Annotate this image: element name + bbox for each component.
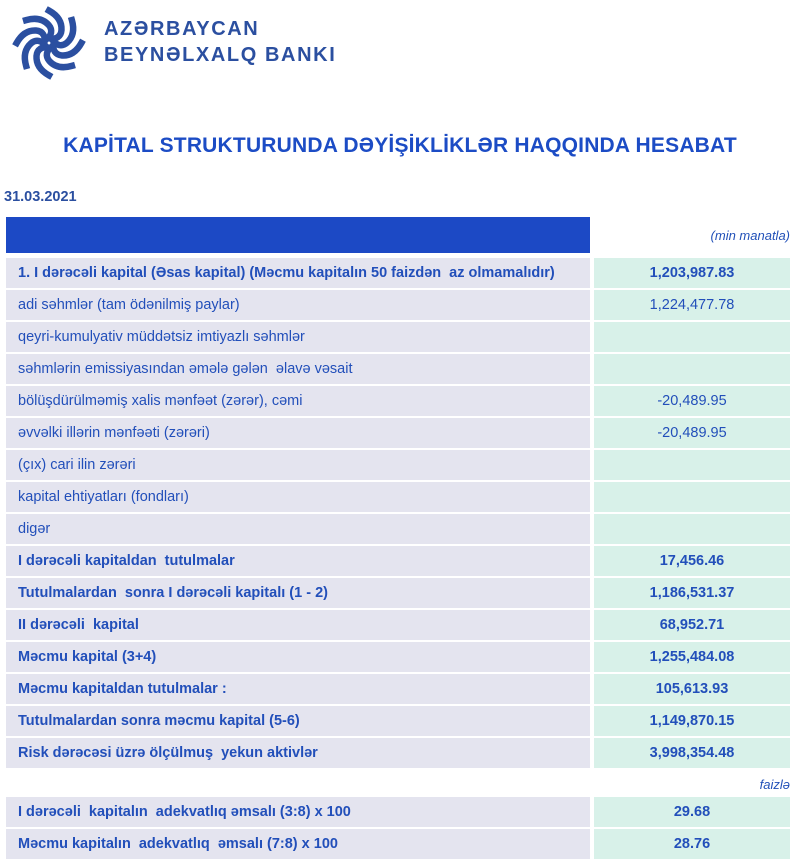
page-title: KAPİTAL STRUKTURUNDA DƏYİŞİKLİKLƏR HAQQINDA HESABAT: [63, 134, 737, 157]
row-value: [594, 514, 790, 544]
table-row: [6, 706, 790, 736]
table-row: [6, 829, 790, 859]
table-row: [6, 738, 790, 768]
table-row: [6, 322, 790, 352]
row-value: 1,203,987.83: [594, 258, 790, 288]
unit-note: (min manatla): [710, 227, 790, 243]
row-value: [594, 482, 790, 512]
bank-name: [104, 17, 336, 68]
row-label: (çıx) cari ilin zərəri: [6, 450, 590, 480]
table-row: [6, 610, 790, 640]
table-row: [6, 482, 790, 512]
bank-name-line2: BEYNƏLXALQ BANKI: [104, 44, 337, 66]
row-label: adi səhmlər (tam ödənilmiş paylar): [6, 290, 590, 320]
row-label: I dərəcəli kapitaldan tutulmalar: [6, 546, 590, 576]
row-label: Məcmu kapitalın adekvatlıq əmsalı (7:8) x 100: [6, 829, 590, 859]
table-row: [6, 578, 790, 608]
row-label: digər: [6, 514, 590, 544]
row-value: 17,456.46: [594, 546, 790, 576]
row-label: əvvəlki illərin mənfəəti (zərəri): [6, 418, 590, 448]
table-row: [6, 418, 790, 448]
row-label: bölüşdürülməmiş xalis mənfəət (zərər), cəmi: [6, 386, 590, 416]
row-label: səhmlərin emissiyasından əmələ gələn əlavə vəsait: [6, 354, 590, 384]
row-value: 1,149,870.15: [594, 706, 790, 736]
percent-note-area: [6, 770, 790, 797]
percent-note: faizlə: [759, 777, 790, 792]
row-label: Tutulmalardan sonra I dərəcəli kapitalı (1 - 2): [6, 578, 590, 608]
row-value: 3,998,354.48: [594, 738, 790, 768]
row-label: kapital ehtiyatları (fondları): [6, 482, 590, 512]
row-value: -20,489.95: [594, 418, 790, 448]
row-value: 1,224,477.78: [594, 290, 790, 320]
table-row: [6, 642, 790, 672]
brand-header: [10, 6, 336, 80]
row-value: -20,489.95: [594, 386, 790, 416]
row-label: I dərəcəli kapitalın adekvatlıq əmsalı (3:8) x 100: [6, 797, 590, 827]
table-row: [6, 514, 790, 544]
table-row: [6, 258, 790, 288]
row-value: [594, 322, 790, 352]
table-row: [6, 546, 790, 576]
row-value: [594, 450, 790, 480]
ratio-rows: [6, 797, 790, 859]
table-row: [6, 797, 790, 827]
table-row: [6, 450, 790, 480]
row-label: 1. I dərəcəli kapital (Əsas kapital) (Məcmu kapitalın 50 faizdən az olmamalıdır): [6, 258, 590, 288]
row-value: 29.68: [594, 797, 790, 827]
table-rows: [6, 258, 790, 768]
table-row: [6, 290, 790, 320]
row-value: [594, 354, 790, 384]
report-date: 31.03.2021: [4, 189, 77, 205]
row-label: Məcmu kapitaldan tutulmalar :: [6, 674, 590, 704]
row-value: 1,255,484.08: [594, 642, 790, 672]
row-label: II dərəcəli kapital: [6, 610, 590, 640]
table-header-bar: [6, 217, 590, 253]
row-label: qeyri-kumulyativ müddətsiz imtiyazlı səhmlər: [6, 322, 590, 352]
row-label: Tutulmalardan sonra məcmu kapital (5-6): [6, 706, 590, 736]
table-row: [6, 354, 790, 384]
row-value: 28.76: [594, 829, 790, 859]
bank-name-line1: AZƏRBAYCAN: [104, 18, 260, 41]
row-label: Məcmu kapital (3+4): [6, 642, 590, 672]
row-value: 68,952.71: [594, 610, 790, 640]
capital-structure-table: [6, 217, 790, 861]
row-value: 1,186,531.37: [594, 578, 790, 608]
table-row: [6, 674, 790, 704]
row-label: Risk dərəcəsi üzrə ölçülmuş yekun aktivlər: [6, 738, 590, 768]
row-value: 105,613.93: [594, 674, 790, 704]
table-row: [6, 386, 790, 416]
bank-logo-icon: [10, 6, 88, 80]
